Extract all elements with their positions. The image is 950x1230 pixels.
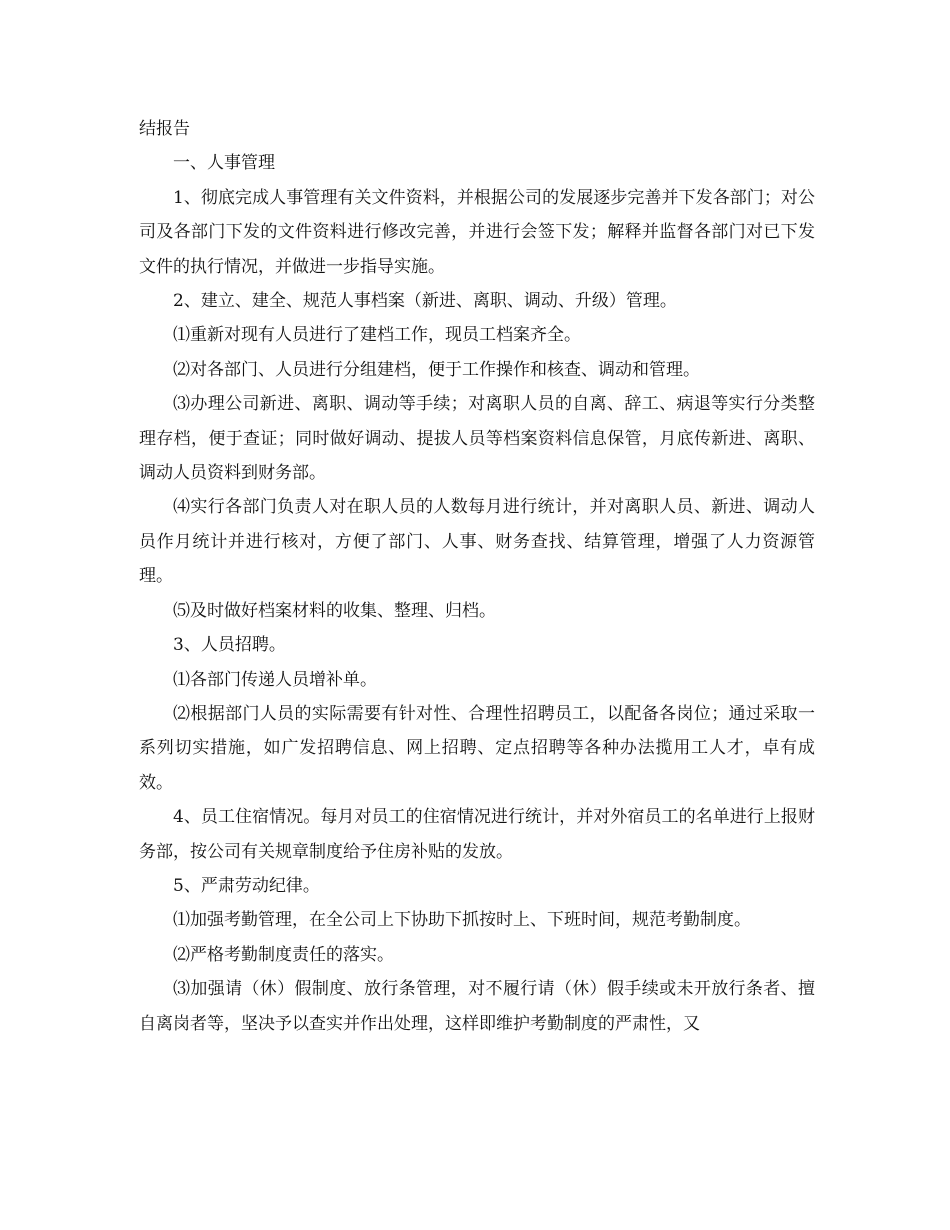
paragraph-subitem-5-1: ⑴加强考勤管理，在全公司上下协助下抓按时上、下班时间，规范考勤制度。 (173, 910, 751, 931)
paragraph-subitem-5-2: ⑵严格考勤制度责任的落实。 (173, 944, 394, 965)
paragraph-item-2: 2、建立、建全、规范人事档案（新进、离职、调动、升级）管理。 (173, 291, 677, 312)
paragraph-item-5: 5、严肃劳动纪律。 (173, 875, 320, 896)
section-heading-personnel: 一、人事管理 (173, 153, 275, 174)
paragraph-subitem-2-1: ⑴重新对现有人员进行了建档工作，现员工档案齐全。 (173, 325, 581, 346)
paragraph-subitem-3-1: ⑴各部门传递人员增补单。 (173, 669, 377, 690)
paragraph-item-1: 1、彻底完成人事管理有关文件资料，并根据公司的发展逐步完善并下发各部门；对公司及各部门下发的文件资料进行修改完善，并进行会签下发；解释并监督各部门对已下发文件的执行情况，并做进一步指导实施。 (139, 187, 815, 277)
paragraph-subitem-2-3: ⑶办理公司新进、离职、调动等手续；对离职人员的自离、辞工、病退等实行分类整理存档，便于查证；同时做好调动、提拔人员等档案资料信息保管，月底传新进、离职、调动人员资料到财务部。 (139, 394, 815, 484)
paragraph-subitem-2-2: ⑵对各部门、人员进行分组建档，便于工作操作和核查、调动和管理。 (173, 359, 700, 380)
paragraph-subitem-2-4: ⑷实行各部门负责人对在职人员的人数每月进行统计，并对离职人员、新进、调动人员作月统计并进行核对，方便了部门、人事、财务查找、结算管理，增强了人力资源管理。 (139, 497, 815, 587)
document-body (139, 112, 815, 1041)
title-fragment: 结报告 (139, 119, 190, 139)
paragraph-subitem-3-2: ⑵根据部门人员的实际需要有针对性、合理性招聘员工，以配备各岗位；通过采取一系列切实措施，如广发招聘信息、网上招聘、定点招聘等各种办法揽用工人才，卓有成效。 (139, 703, 815, 793)
paragraph-subitem-5-3: ⑶加强请（休）假制度、放行条管理，对不履行请（休）假手续或未开放行条者、擅自离岗者等，坚决予以查实并作出处理，这样即维护考勤制度的严肃性，又 (139, 979, 815, 1034)
paragraph-subitem-2-5: ⑸及时做好档案材料的收集、整理、归档。 (173, 600, 496, 621)
paragraph-item-4: 4、员工住宿情况。每月对员工的住宿情况进行统计，并对外宿员工的名单进行上报财务部，按公司有关规章制度给予住房补贴的发放。 (139, 807, 815, 862)
paragraph-item-3: 3、人员招聘。 (173, 635, 286, 656)
